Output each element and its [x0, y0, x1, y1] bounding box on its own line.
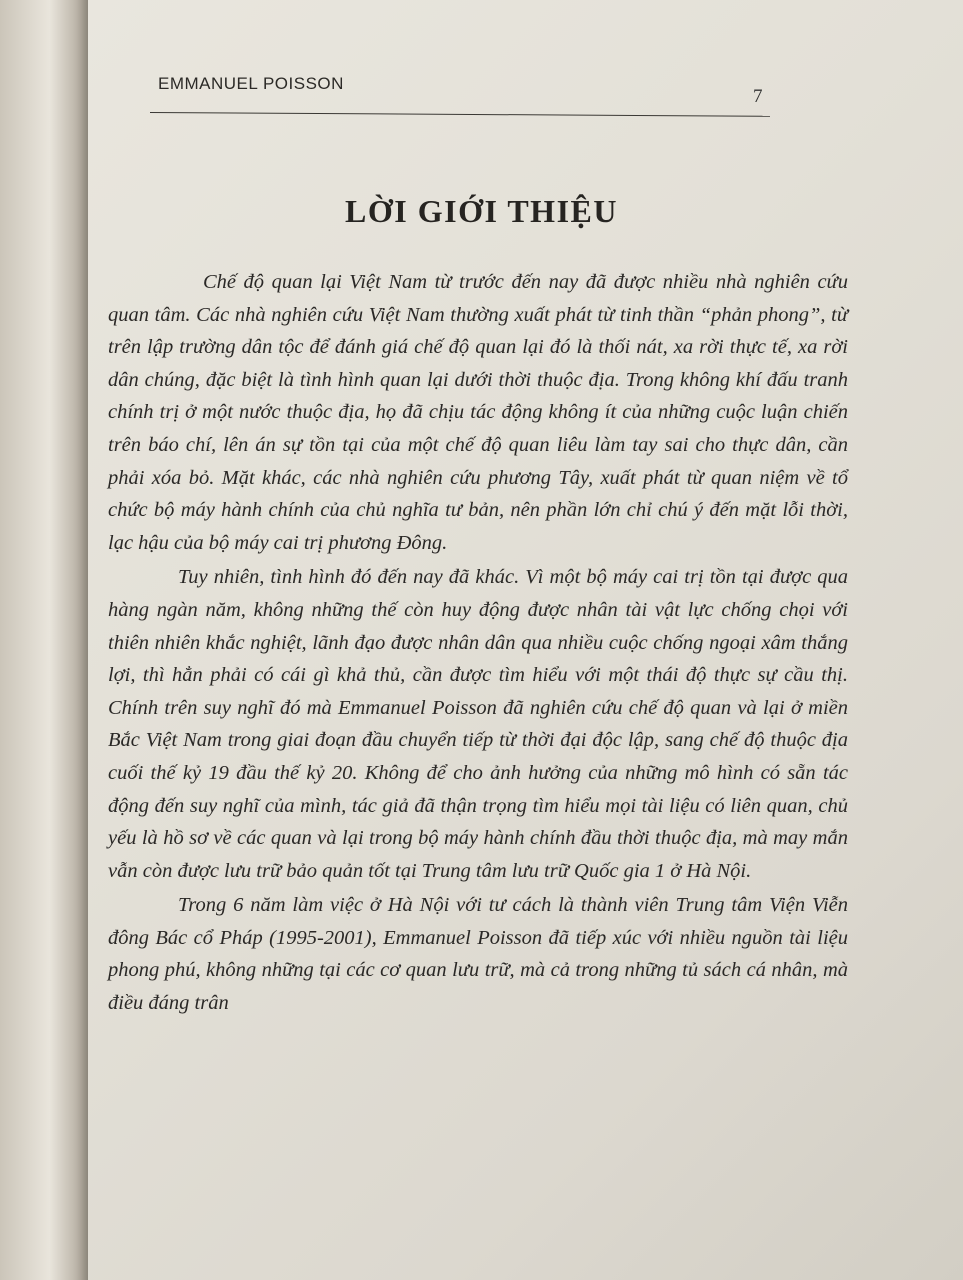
book-spine-edge — [0, 0, 90, 1280]
paragraph: Trong 6 năm làm việc ở Hà Nội với tư cách là thành viên Trung tâm Viện Viễn đông Bác cổ Pháp (1995-2001), Emmanuel Poisson đã tiếp xúc với nhiều nguồn tài liệu phong phú, không những tại các cơ quan lưu trữ, mà cả trong những tủ sách cá nhân, mà điều đáng trân — [108, 894, 848, 1015]
page-number: 7 — [753, 86, 763, 107]
body-text — [108, 266, 848, 1020]
paragraph: Chế độ quan lại Việt Nam từ trước đến nay đã được nhiều nhà nghiên cứu quan tâm. Các nhà nghiên cứu Việt Nam thường xuất phát từ tinh thần “phản phong”, từ trên lập trường dân tộc để đánh giá chế độ quan lại đó là thối nát, xa rời thực tế, xa rời dân chúng, đặc biệt là tình hình quan lại dưới thời thuộc địa. Trong không khí đấu tranh chính trị ở một nước thuộc địa, họ đã chịu tác động không ít của những cuộc luận chiến trên báo chí, lên án sự tồn tại của một chế độ quan liêu làm tay sai cho thực dân, cần phải xóa bỏ. Mặt khác, các nhà nghiên cứu phương Tây, xuất phát từ quan niệm về tổ chức bộ máy hành chính của chủ nghĩa tư bản, nên phần lớn chỉ chú ý đến mặt lỗi thời, lạc hậu của bộ máy cai trị phương Đông. — [108, 271, 848, 554]
paragraph: Tuy nhiên, tình hình đó đến nay đã khác. Vì một bộ máy cai trị tồn tại được qua hàng ngàn năm, không những thế còn huy động được nhân tài vật lực chống chọi với thiên nhiên khắc nghiệt, lãnh đạo được nhân dân qua nhiều cuộc chống ngoại xâm thắng lợi, thì hẳn phải có cái gì khả thủ, cần được tìm hiểu với một thái độ thực sự cầu thị. Chính trên suy nghĩ đó mà Emmanuel Poisson đã nghiên cứu chế độ quan và lại ở miền Bắc Việt Nam trong giai đoạn đầu chuyển tiếp từ thời đại độc lập, sang chế độ thuộc địa cuối thế kỷ 19 đầu thế kỷ 20. Không để cho ảnh hưởng của những mô hình có sẵn tác động đến suy nghĩ của mình, tác giả đã thận trọng tìm hiểu mọi tài liệu có liên quan, chủ yếu là hồ sơ về các quan và lại trong bộ máy hành chính đầu thời thuộc địa, mà may mắn vẫn còn được lưu trữ bảo quản tốt tại Trung tâm lưu trữ Quốc gia 1 ở Hà Nội. — [108, 566, 848, 882]
chapter-title: LỜI GIỚI THIỆU — [345, 193, 618, 229]
running-header-author: EMMANUEL POISSON — [158, 74, 344, 93]
